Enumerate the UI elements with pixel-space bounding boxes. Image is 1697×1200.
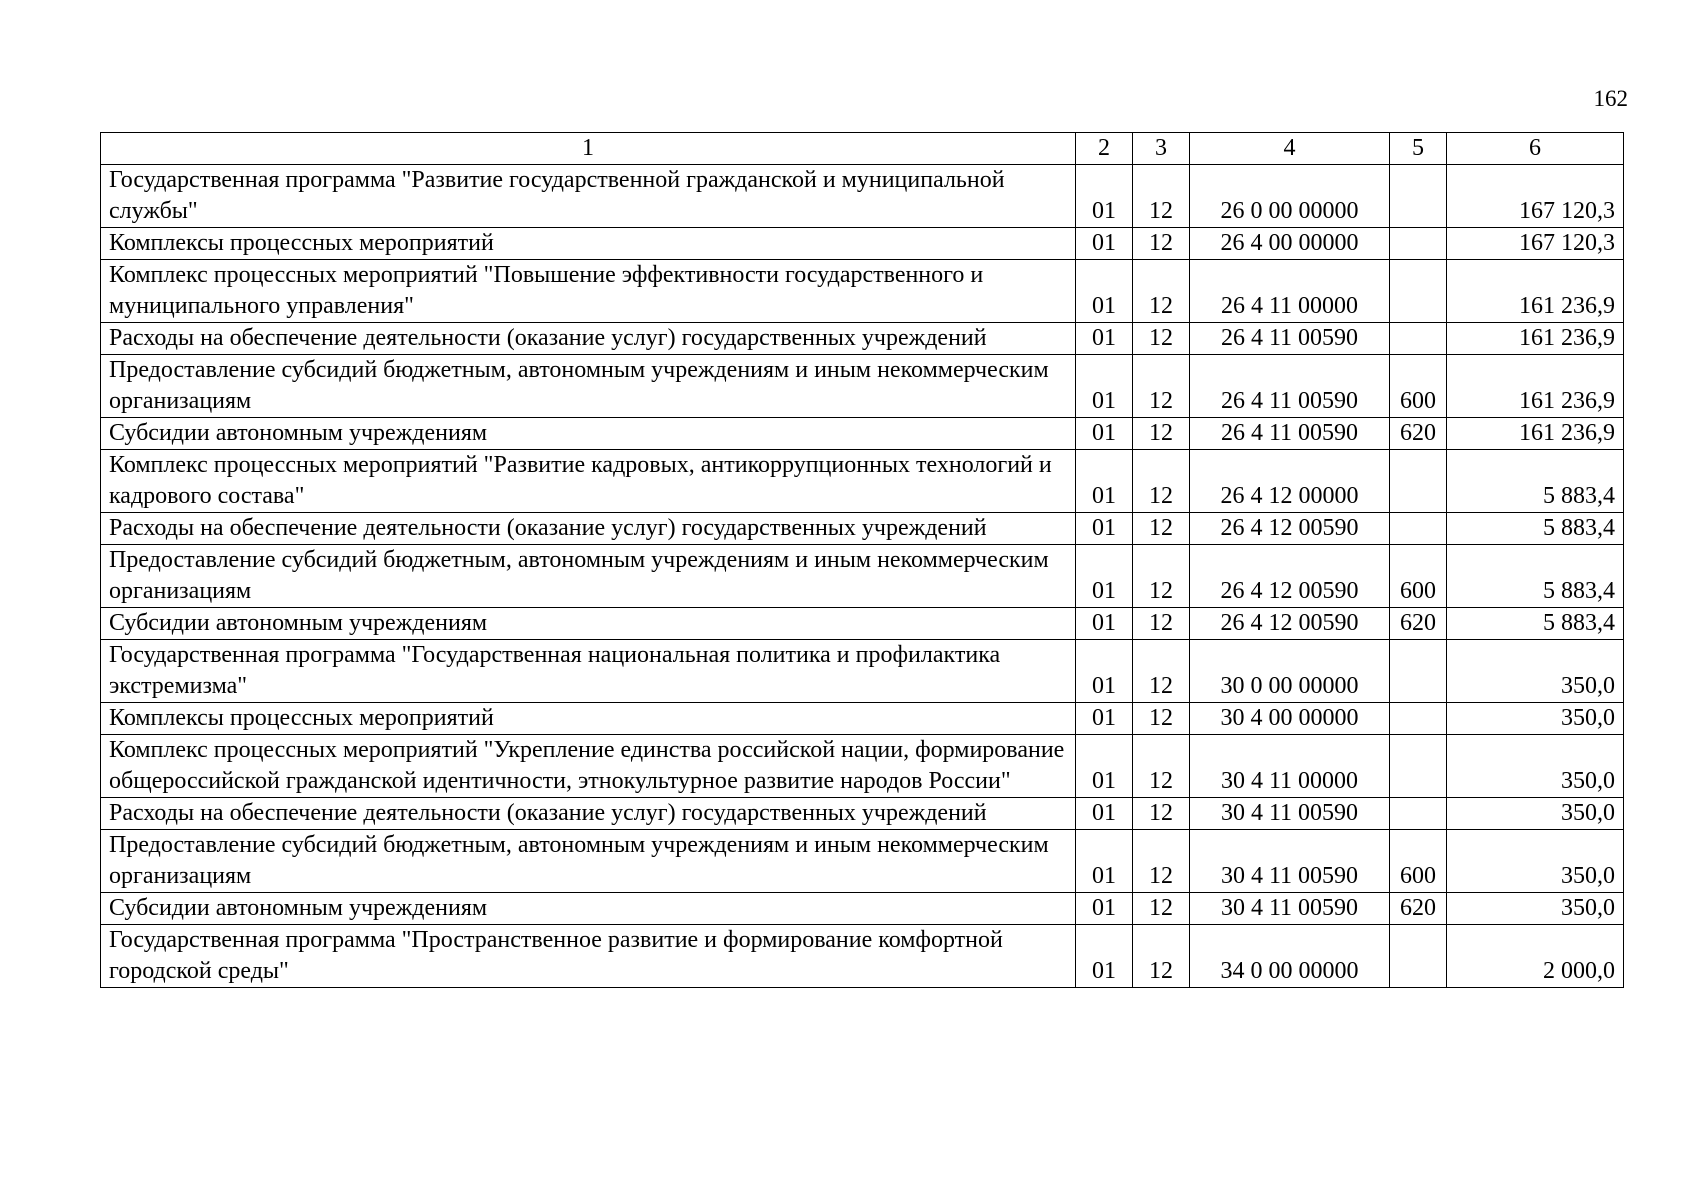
table-row — [101, 925, 1624, 988]
row-expense-type-code — [1390, 260, 1447, 323]
row-description: Расходы на обеспечение деятельности (оказание услуг) государственных учреждений — [101, 323, 1076, 355]
row-description: Предоставление субсидий бюджетным, автономным учреждениям и иным некоммерческим организациям — [101, 830, 1076, 893]
row-section-code: 01 — [1076, 703, 1133, 735]
row-target-article-code: 30 4 11 00590 — [1190, 830, 1390, 893]
table-body — [101, 165, 1624, 988]
row-subsection-code: 12 — [1133, 735, 1190, 798]
row-section-code: 01 — [1076, 640, 1133, 703]
row-section-code: 01 — [1076, 418, 1133, 450]
row-amount: 5 883,4 — [1447, 513, 1624, 545]
row-target-article-code: 30 0 00 00000 — [1190, 640, 1390, 703]
row-target-article-code: 26 4 11 00590 — [1190, 418, 1390, 450]
row-amount: 167 120,3 — [1447, 165, 1624, 228]
row-section-code: 01 — [1076, 735, 1133, 798]
row-description: Государственная программа "Государственная национальная политика и профилактика экстремизма" — [101, 640, 1076, 703]
row-description: Расходы на обеспечение деятельности (оказание услуг) государственных учреждений — [101, 798, 1076, 830]
row-section-code: 01 — [1076, 925, 1133, 988]
page-number: 162 — [1593, 86, 1628, 111]
row-subsection-code: 12 — [1133, 418, 1190, 450]
row-description: Субсидии автономным учреждениям — [101, 418, 1076, 450]
row-amount: 167 120,3 — [1447, 228, 1624, 260]
row-amount: 350,0 — [1447, 798, 1624, 830]
row-target-article-code: 30 4 11 00000 — [1190, 735, 1390, 798]
row-expense-type-code — [1390, 513, 1447, 545]
row-expense-type-code — [1390, 925, 1447, 988]
row-expense-type-code — [1390, 735, 1447, 798]
table-row — [101, 165, 1624, 228]
row-amount: 5 883,4 — [1447, 450, 1624, 513]
table-row — [101, 228, 1624, 260]
table-row — [101, 798, 1624, 830]
row-expense-type-code: 600 — [1390, 545, 1447, 608]
row-description: Государственная программа "Пространственное развитие и формирование комфортной городской среды" — [101, 925, 1076, 988]
row-subsection-code: 12 — [1133, 925, 1190, 988]
row-section-code: 01 — [1076, 260, 1133, 323]
row-description: Предоставление субсидий бюджетным, автономным учреждениям и иным некоммерческим организациям — [101, 355, 1076, 418]
row-target-article-code: 26 4 12 00590 — [1190, 545, 1390, 608]
row-subsection-code: 12 — [1133, 608, 1190, 640]
row-expense-type-code: 600 — [1390, 830, 1447, 893]
row-amount: 161 236,9 — [1447, 323, 1624, 355]
row-expense-type-code — [1390, 798, 1447, 830]
row-description: Расходы на обеспечение деятельности (оказание услуг) государственных учреждений — [101, 513, 1076, 545]
row-amount: 161 236,9 — [1447, 355, 1624, 418]
row-section-code: 01 — [1076, 893, 1133, 925]
row-section-code: 01 — [1076, 450, 1133, 513]
row-subsection-code: 12 — [1133, 703, 1190, 735]
row-amount: 350,0 — [1447, 640, 1624, 703]
row-target-article-code: 26 4 11 00590 — [1190, 323, 1390, 355]
row-description: Субсидии автономным учреждениям — [101, 608, 1076, 640]
row-amount: 5 883,4 — [1447, 545, 1624, 608]
table-row — [101, 703, 1624, 735]
row-expense-type-code: 620 — [1390, 893, 1447, 925]
row-expense-type-code — [1390, 323, 1447, 355]
row-amount: 350,0 — [1447, 830, 1624, 893]
table-row — [101, 545, 1624, 608]
row-description: Государственная программа "Развитие государственной гражданской и муниципальной службы" — [101, 165, 1076, 228]
row-description: Комплексы процессных мероприятий — [101, 703, 1076, 735]
row-target-article-code: 26 0 00 00000 — [1190, 165, 1390, 228]
row-subsection-code: 12 — [1133, 355, 1190, 418]
row-subsection-code: 12 — [1133, 228, 1190, 260]
row-section-code: 01 — [1076, 228, 1133, 260]
row-section-code: 01 — [1076, 830, 1133, 893]
row-amount: 350,0 — [1447, 735, 1624, 798]
row-section-code: 01 — [1076, 165, 1133, 228]
column-header-4: 4 — [1190, 133, 1390, 165]
table-header-row — [101, 133, 1624, 165]
row-expense-type-code: 620 — [1390, 418, 1447, 450]
row-expense-type-code: 600 — [1390, 355, 1447, 418]
row-expense-type-code — [1390, 165, 1447, 228]
row-amount: 161 236,9 — [1447, 260, 1624, 323]
table-row — [101, 640, 1624, 703]
column-header-1: 1 — [101, 133, 1076, 165]
row-subsection-code: 12 — [1133, 893, 1190, 925]
column-header-3: 3 — [1133, 133, 1190, 165]
row-target-article-code: 30 4 00 00000 — [1190, 703, 1390, 735]
row-section-code: 01 — [1076, 323, 1133, 355]
row-target-article-code: 26 4 12 00590 — [1190, 513, 1390, 545]
row-description: Комплекс процессных мероприятий "Повышение эффективности государственного и муниципального управления" — [101, 260, 1076, 323]
table-row — [101, 323, 1624, 355]
row-subsection-code: 12 — [1133, 640, 1190, 703]
row-target-article-code: 26 4 12 00000 — [1190, 450, 1390, 513]
row-section-code: 01 — [1076, 798, 1133, 830]
row-expense-type-code — [1390, 450, 1447, 513]
table-row — [101, 260, 1624, 323]
row-section-code: 01 — [1076, 545, 1133, 608]
table-row — [101, 893, 1624, 925]
row-target-article-code: 30 4 11 00590 — [1190, 798, 1390, 830]
row-subsection-code: 12 — [1133, 513, 1190, 545]
row-subsection-code: 12 — [1133, 545, 1190, 608]
row-target-article-code: 26 4 00 00000 — [1190, 228, 1390, 260]
row-expense-type-code — [1390, 703, 1447, 735]
row-target-article-code: 26 4 12 00590 — [1190, 608, 1390, 640]
table-row — [101, 418, 1624, 450]
row-section-code: 01 — [1076, 355, 1133, 418]
row-subsection-code: 12 — [1133, 165, 1190, 228]
table-row — [101, 830, 1624, 893]
row-amount: 350,0 — [1447, 703, 1624, 735]
row-amount: 5 883,4 — [1447, 608, 1624, 640]
table-row — [101, 608, 1624, 640]
row-description: Комплексы процессных мероприятий — [101, 228, 1076, 260]
budget-table — [100, 132, 1624, 988]
row-subsection-code: 12 — [1133, 323, 1190, 355]
row-amount: 2 000,0 — [1447, 925, 1624, 988]
column-header-5: 5 — [1390, 133, 1447, 165]
row-expense-type-code — [1390, 640, 1447, 703]
row-subsection-code: 12 — [1133, 798, 1190, 830]
row-section-code: 01 — [1076, 608, 1133, 640]
column-header-2: 2 — [1076, 133, 1133, 165]
row-description: Субсидии автономным учреждениям — [101, 893, 1076, 925]
column-header-6: 6 — [1447, 133, 1624, 165]
row-amount: 350,0 — [1447, 893, 1624, 925]
row-target-article-code: 26 4 11 00590 — [1190, 355, 1390, 418]
row-target-article-code: 34 0 00 00000 — [1190, 925, 1390, 988]
row-expense-type-code — [1390, 228, 1447, 260]
row-description: Комплекс процессных мероприятий "Укрепление единства российской нации, формирование общероссийской гражданской идентичности, этнокультурное развитие народов России" — [101, 735, 1076, 798]
table-row — [101, 735, 1624, 798]
row-subsection-code: 12 — [1133, 830, 1190, 893]
row-amount: 161 236,9 — [1447, 418, 1624, 450]
row-subsection-code: 12 — [1133, 450, 1190, 513]
table-row — [101, 450, 1624, 513]
row-target-article-code: 26 4 11 00000 — [1190, 260, 1390, 323]
row-target-article-code: 30 4 11 00590 — [1190, 893, 1390, 925]
row-description: Предоставление субсидий бюджетным, автономным учреждениям и иным некоммерческим организациям — [101, 545, 1076, 608]
row-subsection-code: 12 — [1133, 260, 1190, 323]
row-description: Комплекс процессных мероприятий "Развитие кадровых, антикоррупционных технологий и кадрового состава" — [101, 450, 1076, 513]
row-expense-type-code: 620 — [1390, 608, 1447, 640]
row-section-code: 01 — [1076, 513, 1133, 545]
table-row — [101, 513, 1624, 545]
table-row — [101, 355, 1624, 418]
